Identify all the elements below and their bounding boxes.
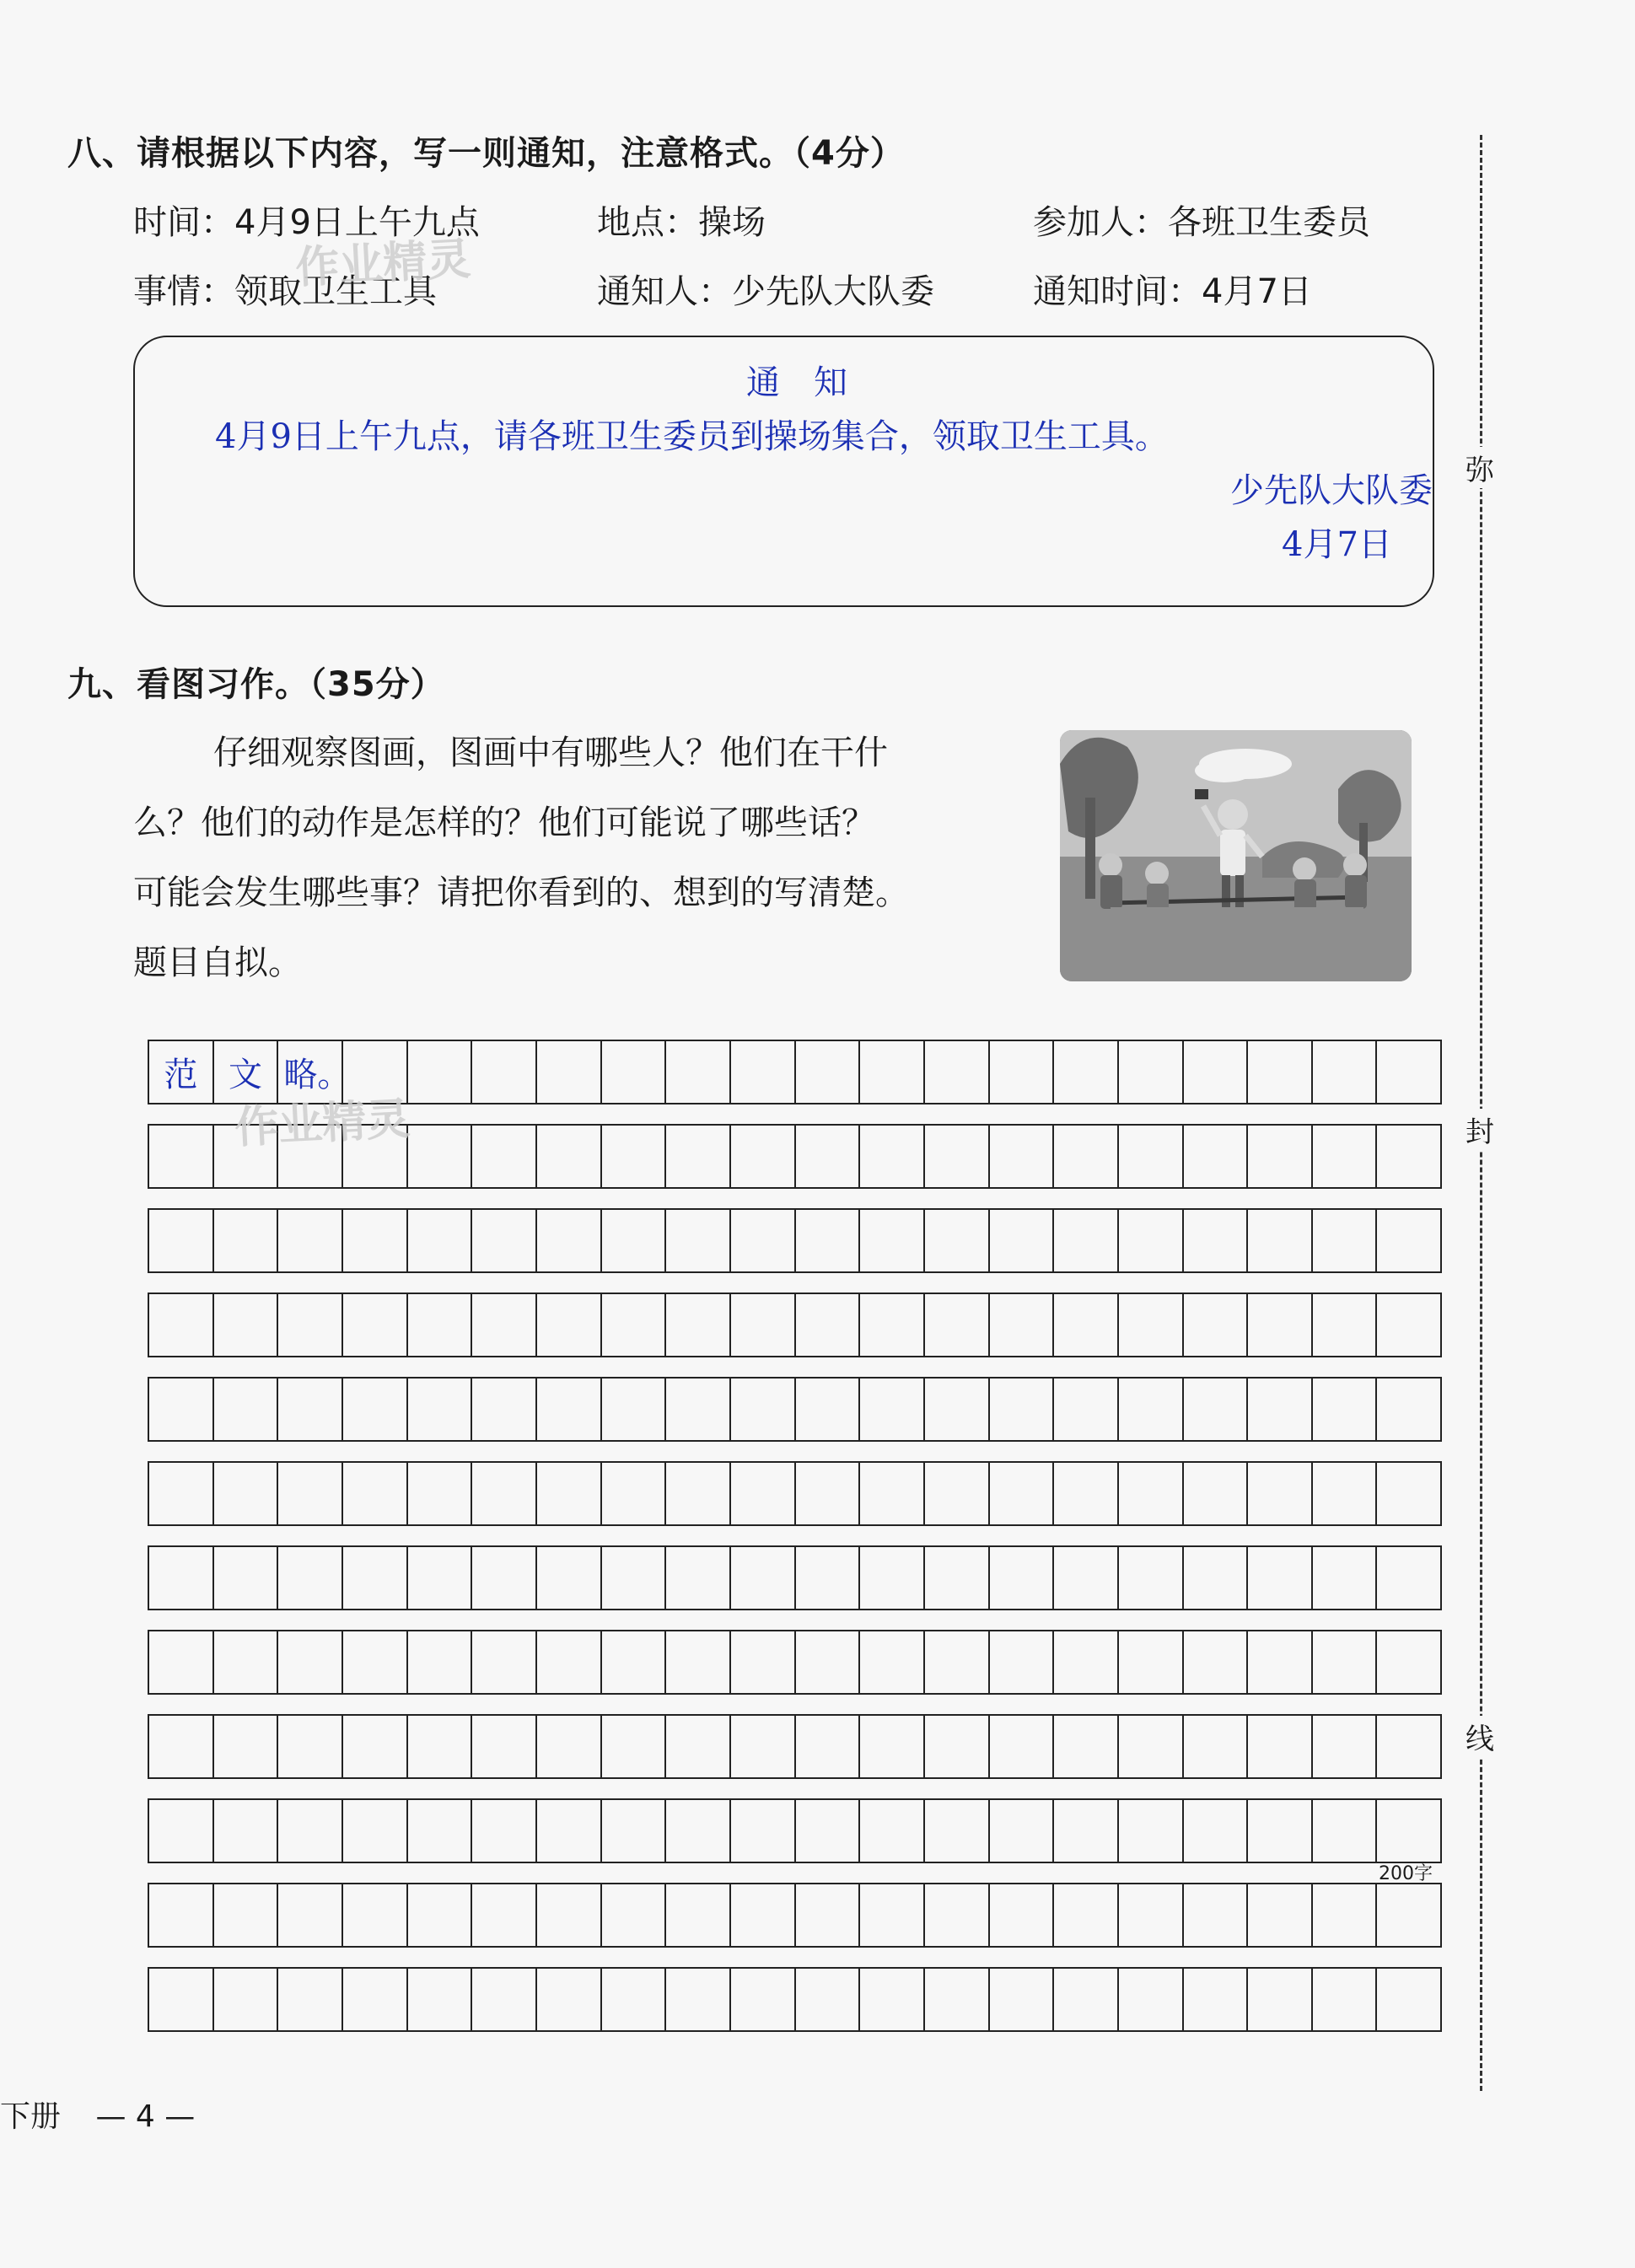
grid-cell[interactable]: [1054, 1547, 1119, 1609]
info-place: 地点：操场: [597, 203, 766, 242]
grid-cell[interactable]: [278, 1716, 343, 1777]
grid-cell[interactable]: [925, 1884, 990, 1946]
grid-cell[interactable]: [1119, 1379, 1184, 1440]
grid-cell[interactable]: [149, 1716, 214, 1777]
grid-cell[interactable]: [1119, 1884, 1184, 1946]
grid-cell[interactable]: [1313, 1547, 1378, 1609]
grid-cell[interactable]: [408, 1041, 473, 1103]
grid-cell[interactable]: [731, 1631, 796, 1693]
grid-cell[interactable]: [149, 1463, 214, 1524]
grid-cell[interactable]: [796, 1884, 861, 1946]
tug-of-war-picture: [1060, 730, 1412, 981]
grid-cell[interactable]: [149, 1631, 214, 1693]
footer-book: 下册: [0, 2099, 62, 2134]
grid-row: [148, 1967, 1442, 2032]
grid-cell[interactable]: [343, 1716, 408, 1777]
grid-cell[interactable]: [1248, 1631, 1313, 1693]
grid-cell[interactable]: [990, 1041, 1055, 1103]
grid-cell[interactable]: [149, 1969, 214, 2030]
info-time: 时间：4月9日上午九点: [133, 203, 480, 242]
grid-cell[interactable]: [925, 1041, 990, 1103]
grid-cell[interactable]: [860, 1884, 925, 1946]
grid-cell[interactable]: [1184, 1126, 1249, 1187]
grid-cell[interactable]: [860, 1631, 925, 1693]
grid-cell[interactable]: [731, 1800, 796, 1862]
prompt-line: 仔细观察图画，图画中有哪些人？他们在干什: [213, 734, 888, 772]
grid-cell[interactable]: [666, 1210, 731, 1271]
grid-cell[interactable]: [602, 1126, 667, 1187]
grid-cell[interactable]: [472, 1716, 537, 1777]
grid-cell[interactable]: [214, 1379, 279, 1440]
grid-cell[interactable]: [1248, 1041, 1313, 1103]
grid-cell[interactable]: [602, 1463, 667, 1524]
grid-row: [148, 1545, 1442, 1610]
grid-cell[interactable]: [537, 1126, 602, 1187]
grid-cell[interactable]: [1184, 1716, 1249, 1777]
grid-cell-text: 略。: [283, 1056, 352, 1094]
footer-page-number: — 4 —: [95, 2099, 196, 2134]
grid-cell[interactable]: [666, 1379, 731, 1440]
grid-cell[interactable]: [925, 1210, 990, 1271]
grid-cell[interactable]: [925, 1547, 990, 1609]
grid-cell[interactable]: [731, 1716, 796, 1777]
grid-cell[interactable]: [666, 1463, 731, 1524]
grid-cell[interactable]: [666, 1041, 731, 1103]
grid-cell[interactable]: [666, 1294, 731, 1356]
grid-cell[interactable]: [343, 1800, 408, 1862]
grid-cell[interactable]: [408, 1126, 473, 1187]
grid-cell[interactable]: [537, 1294, 602, 1356]
grid-cell[interactable]: [1248, 1379, 1313, 1440]
grid-cell[interactable]: [796, 1716, 861, 1777]
grid-cell[interactable]: [1184, 1379, 1249, 1440]
grid-cell[interactable]: [796, 1463, 861, 1524]
grid-cell[interactable]: [149, 1294, 214, 1356]
grid-cell[interactable]: [925, 1379, 990, 1440]
grid-cell[interactable]: [278, 1547, 343, 1609]
notice-answer-box: [133, 336, 1434, 607]
grid-cell[interactable]: [796, 1210, 861, 1271]
grid-cell[interactable]: [1313, 1041, 1378, 1103]
grid-cell[interactable]: [472, 1547, 537, 1609]
grid-cell[interactable]: [1054, 1463, 1119, 1524]
grid-cell[interactable]: [990, 1884, 1055, 1946]
grid-cell[interactable]: [1313, 1884, 1378, 1946]
grid-cell[interactable]: [537, 1041, 602, 1103]
grid-cell[interactable]: [472, 1463, 537, 1524]
grid-cell[interactable]: [1184, 1969, 1249, 2030]
grid-cell[interactable]: [1248, 1126, 1313, 1187]
grid-cell[interactable]: [990, 1716, 1055, 1777]
grid-cell[interactable]: [343, 1379, 408, 1440]
grid-cell[interactable]: [537, 1884, 602, 1946]
grid-cell[interactable]: [1054, 1716, 1119, 1777]
grid-cell[interactable]: [731, 1463, 796, 1524]
section-9-title: 九、看图习作。（35分）: [67, 665, 445, 704]
grid-cell[interactable]: [149, 1379, 214, 1440]
grid-cell[interactable]: [796, 1041, 861, 1103]
grid-cell[interactable]: [1054, 1800, 1119, 1862]
grid-row: [148, 1461, 1442, 1526]
grid-cell[interactable]: [602, 1800, 667, 1862]
grid-cell[interactable]: [472, 1631, 537, 1693]
grid-cell[interactable]: [990, 1463, 1055, 1524]
grid-cell[interactable]: [666, 1126, 731, 1187]
grid-cell[interactable]: [278, 1294, 343, 1356]
grid-cell[interactable]: [343, 1631, 408, 1693]
grid-cell[interactable]: [1377, 1379, 1440, 1440]
notice-heading: 通 知: [746, 363, 847, 402]
grid-cell[interactable]: [602, 1631, 667, 1693]
grid-cell[interactable]: [990, 1800, 1055, 1862]
grid-cell[interactable]: [1054, 1379, 1119, 1440]
grid-cell[interactable]: [278, 1631, 343, 1693]
grid-cell[interactable]: [1119, 1547, 1184, 1609]
grid-cell[interactable]: [1377, 1716, 1440, 1777]
grid-cell[interactable]: [408, 1631, 473, 1693]
grid-cell[interactable]: [149, 1210, 214, 1271]
grid-row: [148, 1714, 1442, 1779]
grid-cell-text: 文: [228, 1056, 262, 1094]
grid-cell[interactable]: [990, 1294, 1055, 1356]
grid-cell[interactable]: [860, 1547, 925, 1609]
grid-cell[interactable]: [214, 1884, 279, 1946]
grid-cell[interactable]: [796, 1294, 861, 1356]
grid-cell[interactable]: [731, 1884, 796, 1946]
grid-cell[interactable]: [666, 1800, 731, 1862]
grid-cell[interactable]: [149, 1126, 214, 1187]
grid-cell[interactable]: [472, 1800, 537, 1862]
grid-cell[interactable]: [278, 1800, 343, 1862]
grid-cell[interactable]: [1184, 1884, 1249, 1946]
grid-cell[interactable]: [731, 1969, 796, 2030]
grid-cell[interactable]: [537, 1463, 602, 1524]
grid-cell[interactable]: [214, 1631, 279, 1693]
grid-cell[interactable]: [343, 1463, 408, 1524]
prompt-line: 可能会发生哪些事？请把你看到的、想到的写清楚。: [133, 873, 909, 912]
grid-cell[interactable]: [214, 1800, 279, 1862]
grid-cell[interactable]: [408, 1969, 473, 2030]
grid-cell[interactable]: [602, 1041, 667, 1103]
grid-cell[interactable]: [278, 1884, 343, 1946]
grid-cell-text: 范: [164, 1056, 198, 1094]
info-notice-date: 通知时间：4月7日: [1033, 272, 1312, 311]
grid-cell[interactable]: [925, 1800, 990, 1862]
grid-cell[interactable]: [1248, 1716, 1313, 1777]
grid-cell[interactable]: [537, 1716, 602, 1777]
grid-cell[interactable]: [1313, 1800, 1378, 1862]
grid-cell[interactable]: [1184, 1041, 1249, 1103]
grid-cell[interactable]: [214, 1547, 279, 1609]
seal-mark-feng: 封: [1466, 1109, 1494, 1150]
grid-cell[interactable]: [731, 1126, 796, 1187]
grid-cell[interactable]: [1248, 1463, 1313, 1524]
grid-cell[interactable]: [1377, 1126, 1440, 1187]
grid-cell[interactable]: [537, 1379, 602, 1440]
grid-cell[interactable]: [408, 1463, 473, 1524]
grid-cell[interactable]: [408, 1884, 473, 1946]
grid-cell[interactable]: [1377, 1294, 1440, 1356]
grid-cell[interactable]: [1248, 1969, 1313, 2030]
grid-cell[interactable]: [796, 1126, 861, 1187]
grid-cell[interactable]: [1313, 1126, 1378, 1187]
grid-row: [148, 1630, 1442, 1695]
grid-cell[interactable]: [1184, 1631, 1249, 1693]
grid-cell[interactable]: [1054, 1969, 1119, 2030]
grid-cell[interactable]: [860, 1294, 925, 1356]
grid-cell[interactable]: [214, 1716, 279, 1777]
grid-cell[interactable]: [1184, 1210, 1249, 1271]
grid-cell[interactable]: [925, 1631, 990, 1693]
grid-cell[interactable]: [602, 1969, 667, 2030]
grid-cell[interactable]: [278, 1969, 343, 2030]
grid-cell[interactable]: [666, 1547, 731, 1609]
grid-cell[interactable]: [602, 1716, 667, 1777]
grid-cell[interactable]: [666, 1631, 731, 1693]
grid-cell[interactable]: [1248, 1210, 1313, 1271]
word-count-mark: 200字: [1379, 1863, 1433, 1884]
grid-cell[interactable]: [990, 1126, 1055, 1187]
grid-cell[interactable]: [925, 1969, 990, 2030]
notice-body: 4月9日上午九点，请各班卫生委员到操场集合，领取卫生工具。: [215, 417, 1169, 456]
grid-cell[interactable]: [602, 1379, 667, 1440]
writing-prompt: [133, 718, 909, 998]
grid-row: [148, 1377, 1442, 1442]
grid-cell[interactable]: [1119, 1463, 1184, 1524]
grid-cell[interactable]: [1377, 1631, 1440, 1693]
grid-cell[interactable]: [343, 1884, 408, 1946]
prompt-line: 题目自拟。: [133, 943, 302, 982]
grid-cell[interactable]: [1054, 1041, 1119, 1103]
grid-cell[interactable]: [1119, 1210, 1184, 1271]
grid-cell[interactable]: [408, 1379, 473, 1440]
grid-cell[interactable]: [925, 1463, 990, 1524]
section-8-title: 八、请根据以下内容，写一则通知，注意格式。（4分）: [67, 134, 905, 173]
grid-row: [148, 1798, 1442, 1863]
grid-cell[interactable]: [408, 1547, 473, 1609]
grid-cell[interactable]: [1119, 1716, 1184, 1777]
grid-cell[interactable]: [1377, 1463, 1440, 1524]
grid-cell[interactable]: [1119, 1969, 1184, 2030]
grid-cell[interactable]: [278, 1210, 343, 1271]
grid-cell[interactable]: [1054, 1210, 1119, 1271]
grid-cell[interactable]: [925, 1294, 990, 1356]
grid-cell[interactable]: [990, 1547, 1055, 1609]
grid-cell[interactable]: [1184, 1547, 1249, 1609]
grid-cell[interactable]: [537, 1969, 602, 2030]
grid-cell[interactable]: [1184, 1463, 1249, 1524]
grid-cell[interactable]: [472, 1969, 537, 2030]
grid-cell[interactable]: [925, 1126, 990, 1187]
grid-cell[interactable]: [472, 1210, 537, 1271]
grid-cell[interactable]: [1054, 1294, 1119, 1356]
grid-cell[interactable]: [343, 1969, 408, 2030]
info-matter: 事情：领取卫生工具: [133, 272, 437, 311]
grid-cell[interactable]: [731, 1041, 796, 1103]
grid-cell[interactable]: [666, 1969, 731, 2030]
grid-cell[interactable]: [408, 1800, 473, 1862]
grid-cell[interactable]: [602, 1210, 667, 1271]
grid-cell[interactable]: [472, 1294, 537, 1356]
seal-mark-mi: 弥: [1466, 447, 1494, 488]
grid-cell[interactable]: [1119, 1800, 1184, 1862]
grid-cell[interactable]: [1377, 1800, 1440, 1862]
grid-cell[interactable]: [214, 1969, 279, 2030]
grid-cell[interactable]: [990, 1969, 1055, 2030]
notice-signature: 少先队大队委: [1230, 471, 1433, 510]
grid-cell[interactable]: [990, 1379, 1055, 1440]
grid-cell[interactable]: [796, 1800, 861, 1862]
grid-cell[interactable]: [1054, 1884, 1119, 1946]
grid-cell[interactable]: [1119, 1126, 1184, 1187]
grid-cell[interactable]: [214, 1463, 279, 1524]
grid-cell[interactable]: [796, 1969, 861, 2030]
grid-cell[interactable]: [1184, 1294, 1249, 1356]
footer: [0, 2093, 195, 2136]
grid-cell[interactable]: [472, 1884, 537, 1946]
grid-cell[interactable]: [1377, 1041, 1440, 1103]
grid-cell[interactable]: [860, 1041, 925, 1103]
grid-cell[interactable]: [1377, 1210, 1440, 1271]
writing-grid[interactable]: [148, 1040, 1442, 2034]
grid-cell[interactable]: [1313, 1294, 1378, 1356]
grid-cell[interactable]: [990, 1631, 1055, 1693]
grid-row: [148, 1883, 1442, 1948]
grid-cell[interactable]: [1313, 1716, 1378, 1777]
grid-cell[interactable]: [149, 1547, 214, 1609]
grid-cell[interactable]: [1377, 1884, 1440, 1946]
grid-cell[interactable]: [731, 1547, 796, 1609]
info-participants: 参加人：各班卫生委员: [1033, 203, 1370, 242]
grid-cell[interactable]: [537, 1800, 602, 1862]
grid-cell[interactable]: [731, 1379, 796, 1440]
tug-of-war-illustration: [1060, 730, 1412, 981]
grid-cell[interactable]: [214, 1210, 279, 1271]
grid-cell[interactable]: [1248, 1547, 1313, 1609]
grid-cell[interactable]: [149, 1800, 214, 1862]
grid-cell[interactable]: [408, 1716, 473, 1777]
grid-cell[interactable]: [537, 1631, 602, 1693]
grid-cell[interactable]: [278, 1379, 343, 1440]
grid-cell[interactable]: [1119, 1294, 1184, 1356]
grid-cell[interactable]: [1119, 1631, 1184, 1693]
grid-cell[interactable]: [149, 1041, 214, 1103]
grid-row: [148, 1208, 1442, 1273]
grid-cell[interactable]: [602, 1547, 667, 1609]
grid-cell[interactable]: [860, 1969, 925, 2030]
grid-cell[interactable]: [1248, 1800, 1313, 1862]
grid-cell[interactable]: [796, 1631, 861, 1693]
grid-cell[interactable]: [1313, 1210, 1378, 1271]
grid-cell[interactable]: [860, 1126, 925, 1187]
grid-cell[interactable]: [860, 1210, 925, 1271]
grid-cell[interactable]: [796, 1379, 861, 1440]
watermark: 作业精灵: [233, 1094, 411, 1154]
grid-cell[interactable]: [666, 1884, 731, 1946]
grid-cell[interactable]: [860, 1800, 925, 1862]
grid-cell[interactable]: [537, 1210, 602, 1271]
grid-cell[interactable]: [343, 1294, 408, 1356]
grid-cell[interactable]: [408, 1294, 473, 1356]
grid-cell[interactable]: [537, 1547, 602, 1609]
grid-cell[interactable]: [1313, 1379, 1378, 1440]
grid-cell[interactable]: [1184, 1800, 1249, 1862]
notice-date: 4月7日: [1282, 525, 1392, 564]
info-notifier: 通知人：少先队大队委: [597, 272, 934, 311]
grid-cell[interactable]: [731, 1210, 796, 1271]
grid-cell[interactable]: [1313, 1631, 1378, 1693]
grid-cell[interactable]: [472, 1379, 537, 1440]
grid-cell[interactable]: [1119, 1041, 1184, 1103]
grid-cell[interactable]: [1248, 1294, 1313, 1356]
grid-cell[interactable]: [990, 1210, 1055, 1271]
seal-mark-xian: 线: [1466, 1716, 1494, 1757]
grid-cell[interactable]: [731, 1294, 796, 1356]
grid-cell[interactable]: [602, 1884, 667, 1946]
grid-cell[interactable]: [860, 1379, 925, 1440]
grid-cell[interactable]: [343, 1210, 408, 1271]
grid-cell[interactable]: [1313, 1969, 1378, 2030]
grid-cell[interactable]: [1054, 1631, 1119, 1693]
grid-cell[interactable]: [343, 1547, 408, 1609]
grid-cell[interactable]: [1313, 1463, 1378, 1524]
grid-cell[interactable]: [149, 1884, 214, 1946]
grid-cell[interactable]: [602, 1294, 667, 1356]
grid-row: [148, 1293, 1442, 1357]
grid-cell[interactable]: [1054, 1126, 1119, 1187]
grid-cell[interactable]: [278, 1463, 343, 1524]
grid-cell[interactable]: [860, 1463, 925, 1524]
grid-cell[interactable]: [408, 1210, 473, 1271]
grid-cell[interactable]: [214, 1294, 279, 1356]
grid-cell[interactable]: [1377, 1547, 1440, 1609]
grid-cell[interactable]: [472, 1041, 537, 1103]
grid-cell[interactable]: [925, 1716, 990, 1777]
prompt-line: 么？他们的动作是怎样的？他们可能说了哪些话？: [133, 803, 875, 842]
grid-cell[interactable]: [860, 1716, 925, 1777]
grid-cell[interactable]: [796, 1547, 861, 1609]
grid-cell[interactable]: [666, 1716, 731, 1777]
grid-cell[interactable]: [1248, 1884, 1313, 1946]
watermark: 作业精灵: [293, 234, 472, 294]
grid-cell[interactable]: [1377, 1969, 1440, 2030]
grid-cell[interactable]: [472, 1126, 537, 1187]
